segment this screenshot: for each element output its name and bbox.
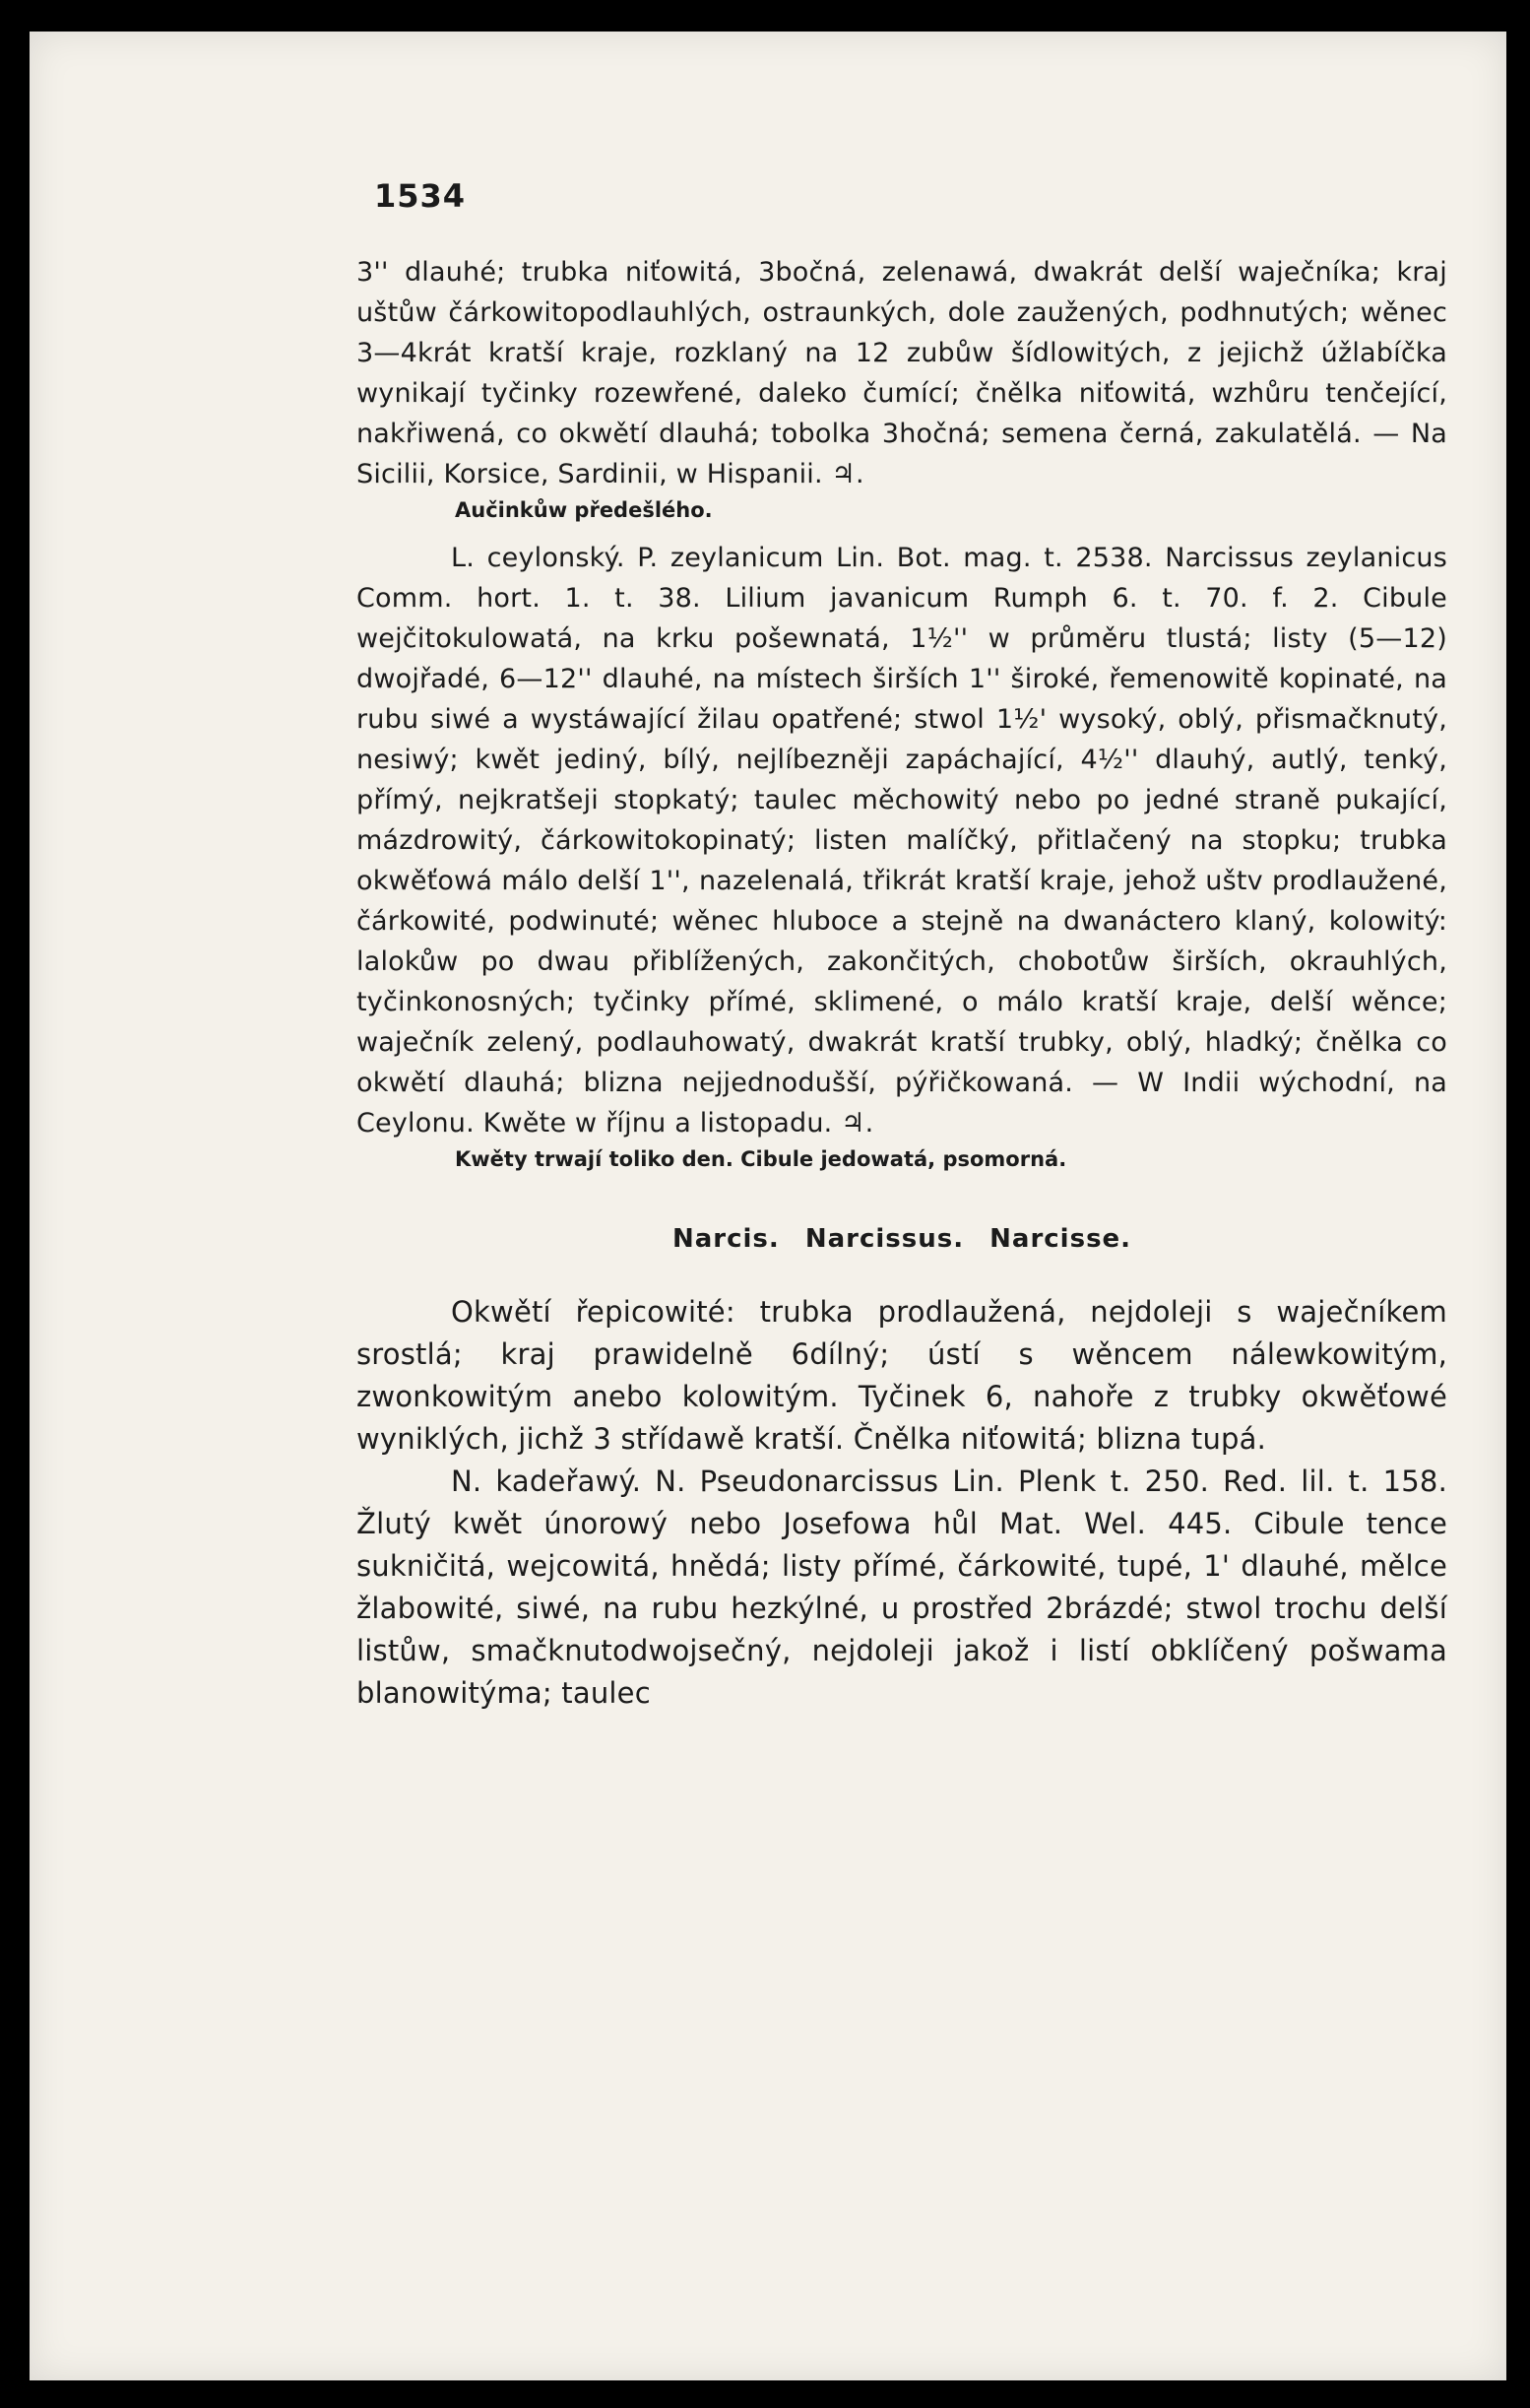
page-number: 1534 bbox=[374, 177, 467, 215]
paragraph-ceylonsky: L. ceylonský. P. zeylanicum Lin. Bot. mag. t. 2538. Narcissus zeylanicus Comm. hort. 1. t. 38. Lilium javanicum Rumph 6. t. 70. f. 2. Cibule wejčitokulowatá, na krku pošewnatá, 1½'' w průměru tlustá; listy (5—12) dwojřadé, 6—12'' dlauhé, na místech širších 1'' široké, řemenowitě kopinaté, na rubu siwé a wystáwající žilau opatřené; stwol 1½' wysoký, oblý, přismačknutý, nesiwý; kwět jediný, bílý, nejlíbezněji zapáchající, 4½'' dlauhý, autlý, tenký, přímý, nejkratšeji stopkatý; taulec měchowitý nebo po jedné straně pukající, mázdrowitý, čárkowitokopinatý; listen malíčký, přitlačený na stopku; trubka okwěťowá málo delší 1'', nazelenalá, třikrát kratší kraje, jehož uštv prodlaužené, čárkowité, podwinuté; wěnec hluboce a stejně na dwanáctero klaný, kolowitý: lalokůw po dwau přiblížených, zakončitých, chobotůw širších, okrauhlých, tyčinkonosných; tyčinky přímé, sklimené, o málo kratší kraje, delší wěnce; waječník zelený, podlauhowatý, dwakrát kratší trubky, oblý, hladký; čnělka co okwětí dlauhá; blizna nejjednodušší, pýřičkowaná. — W Indii wýchodní, na Ceylonu. Kwěte w říjnu a listopadu. ♃. bbox=[356, 543, 1447, 1139]
heading-czech: Narcis. bbox=[671, 1224, 780, 1254]
book-page bbox=[30, 32, 1506, 2380]
page-content bbox=[356, 177, 1447, 1715]
note-effects: Aučinkůw předešlého. bbox=[455, 498, 713, 522]
genus-heading bbox=[356, 1224, 1447, 1254]
heading-latin: Narcissus. bbox=[804, 1224, 965, 1254]
paragraph-continuation: 3'' dlauhé; trubka niťowitá, 3bočná, zelenawá, dwakrát delší waječníka; kraj uštůw čárkowitopodlauhlých, ostraunkých, dole zaužených, podhnutých; wěnec 3—4krát kratší kraje, rozklaný na 12 zubůw šídlowitých, z jejichž úžlabíčka wynikají tyčinky rozewřené, daleko čumící; čnělka niťowitá, wzhůru tenčející, nakřiwená, co okwětí dlauhá; tobolka 3hočná; semena černá, zakulatělá. — Na Sicilii, Korsice, Sardinii, w Hispanii. ♃. bbox=[356, 257, 1447, 489]
paragraph-genus-description: Okwětí řepicowité: trubka prodlaužená, nejdoleji s waječníkem srostlá; kraj prawidelně 6dílný; ústí s wěncem nálewkowitým, zwonkowitým anebo kolowitým. Tyčinek 6, nahoře z trubky okwěťowé wyniklých, jichž 3 střídawě kratší. Čnělka niťowitá; blizna tupá. bbox=[356, 1295, 1447, 1456]
heading-french: Narcisse. bbox=[989, 1224, 1132, 1254]
paragraph-kaderawy: N. kadeřawý. N. Pseudonarcissus Lin. Plenk t. 250. Red. lil. t. 158. Žlutý kwět únorowý nebo Josefowa hůl Mat. Wel. 445. Cibule tence sukničitá, wejcowitá, hnědá; listy přímé, čárkowité, tupé, 1' dlauhé, mělce žlabowité, siwé, na rubu hezkýlné, u prostřed 2brázdé; stwol trochu delší listůw, smačknutodwojsečný, nejdoleji jakož i listí obklíčený pošwama blanowitýma; taulec bbox=[356, 1464, 1447, 1710]
note-flower-duration: Kwěty trwají toliko den. Cibule jedowatá, psomorná. bbox=[455, 1147, 1067, 1171]
